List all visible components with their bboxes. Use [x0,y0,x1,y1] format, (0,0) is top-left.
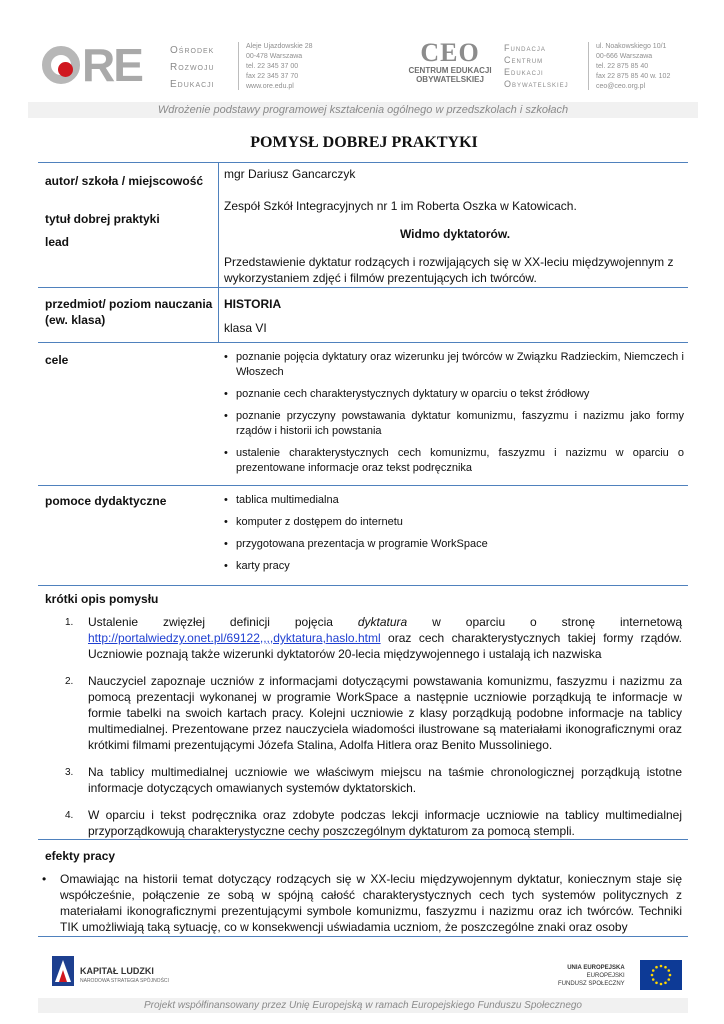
fcn-name-line: Obywatelskiej [504,79,569,89]
ceo-logo-sub: OBYWATELSKIEJ [416,75,484,84]
step-text: W oparciu i tekst podręcznika oraz zdobyte podczas lekcji informacje uczniowie na tablicy multimedialnej przyporządkowują charakterystyczne cechy poszczególnym dyktaturom za pomocą stempli. [88,808,682,838]
table-rule [38,287,688,288]
ore-name-line: Ośrodek [170,45,215,56]
goal-text: poznanie pojęcia dyktatury oraz wizerunku jej twórców w Związku Radzieckim, Niemczech i Włoszech [236,351,684,378]
step-number: 3. [65,767,74,778]
subject-value: HISTORIA [224,297,282,311]
ore-name-line: Rozwoju [170,62,215,73]
ore-logo-text: RE [82,39,142,91]
ore-name-line: Edukacji [170,79,215,90]
step-text: oraz cech charakterystycznych takiej formy rządów. Uczniowie poznają także wizerunki dyktatorów 20-lecia międzywojennego i ustalają ich nazwiska [88,631,682,661]
aid-text: komputer z dostępem do internetu [236,516,403,528]
goals-list [224,350,684,483]
eu-star-icon [664,966,667,969]
table-rule [38,342,688,343]
step-number: 4. [65,810,74,821]
aid-text: tablica multimedialna [236,494,339,506]
fcn-name [504,42,569,90]
eu-star-icon [655,966,658,969]
address-line: fax 22 875 85 40 w. 102 [596,73,671,80]
step-term: dyktatura [357,615,408,629]
aid-text: przygotowana prezentacja w programie WorkSpace [236,538,488,550]
goal-text: poznanie przyczyny powstawania dyktatur komunizmu, faszyzmu i nazizmu jako formy rządów i historii ich powstania [236,410,684,437]
aids-list [224,493,684,581]
class-value: klasa VI [224,321,267,335]
page-header [28,36,698,116]
ceo-logo [400,40,500,84]
list-item [60,764,682,796]
address-line: 00-478 Warszawa [246,53,303,60]
table-rule [38,585,688,586]
subject-label [45,296,212,328]
effects-paragraph [40,871,682,935]
eu-star-icon [652,978,655,981]
eu-text-line: FUNDUSZ SPOŁECZNY [558,981,625,987]
header-tagline: Wdrożenie podstawy programowej kształcenia ogólnego w przedszkolach i szkołach [28,102,698,118]
ore-name [170,42,215,93]
bullet-icon: • [224,388,228,400]
bullet-icon: • [224,447,228,459]
onet-link[interactable]: http://portalwiedzy.onet.pl/69122,,,,dyktatura,haslo.html [88,631,381,645]
address-line: 00-666 Warszawa [596,53,653,60]
eu-star-icon [669,974,672,977]
page-footer [38,952,688,1012]
list-item [224,387,684,402]
aid-text: karty pracy [236,560,290,572]
address-line: fax 22 345 37 70 [246,73,299,80]
lead-value: Przedstawienie dyktatur rodzących i rozwijających się w XX-leciu międzywojennym z wykorzystaniem zdjęć i filmów prezentujących ich twórców. [224,255,674,285]
eu-star-icon [660,983,663,986]
description-label: krótki opis pomysłu [45,592,159,606]
list-item [60,673,682,753]
fcn-name-line: Edukacji [504,67,544,77]
kapital-ludzki-title: KAPITAŁ LUDZKI [80,966,154,976]
column-divider [218,287,219,342]
practice-title-value: Widmo dyktatorów. [399,227,511,241]
author-value: mgr Dariusz Gancarczyk [224,167,356,181]
bullet-icon: • [224,538,228,550]
list-item [224,537,684,552]
goal-text: poznanie cech charakterystycznych dyktatury w oparciu o tekst źródłowy [236,388,590,400]
school-value: Zespół Szkół Integracyjnych nr 1 im Roberta Oszka w Katowicach. [224,199,577,213]
step-text: Nauczyciel zapoznaje uczniów z informacjami dotyczącymi powstawania komunizmu, faszyzmu i nazizmu za pomocą prezentacji wykonanej w programie WorkSpace a następnie uczniowie porządkują te informacje w formie tabelki na swoich kartach pracy. Kolejni uczniowie z klasy porządkują podobne informacje na tablicy multimedialnej. Prezentowane przez nauczyciela wiadomości ilustrowane są materiałami ikonograficznymi oraz krótkimi filmami prezentującymi Józefa Stalina, Adolfa Hitlera oraz Benito Mussoliniego. [88,674,682,752]
author-label: autor/ szkoła / miejscowość [45,174,204,188]
header-divider [588,42,589,90]
list-item [224,493,684,508]
step-text: Ustalenie zwięzłej definicji pojęcia [88,615,358,629]
subject-label-line: przedmiot/ poziom nauczania [45,297,213,311]
goal-text: ustalenie charakterystycznych cech komunizmu, faszyzmu i nazizmu w oparciu o prezentowane informacje oraz tekst podręcznika [236,447,684,474]
address-line: ul. Noakowskiego 10/1 [596,43,667,50]
address-line: tel. 22 875 85 40 [596,63,649,70]
effects-label: efekty pracy [45,849,116,863]
eu-flag-icon [640,960,682,990]
eu-text-line: EUROPEJSKI [586,973,625,979]
address-line: www.ore.edu.pl [246,83,294,90]
eu-star-icon [667,969,670,972]
subject-label-line: (ew. klasa) [45,313,106,327]
list-item [224,350,684,380]
page-title: POMYSŁ DOBREJ PRAKTYKI [250,134,478,151]
ore-address [246,42,313,92]
ore-logo [42,38,142,92]
bullet-icon: • [224,494,228,506]
list-item [224,409,684,439]
bullet-icon: • [224,410,228,422]
goals-label: cele [45,353,69,367]
eu-star-icon [667,978,670,981]
eu-text [558,964,625,988]
table-rule [38,485,688,486]
step-text: w oparciu o stronę internetową [407,615,683,629]
eu-star-icon [655,981,658,984]
column-divider [218,162,219,287]
list-item [224,446,684,476]
eu-star-icon [651,974,654,977]
table-rule [38,162,688,163]
list-item [224,559,684,574]
address-line: Aleje Ujazdowskie 28 [246,43,313,50]
lead-label: lead [45,235,70,249]
kapital-ludzki-logo-icon [52,956,74,986]
table-rule [38,936,688,937]
bullet-icon: • [224,560,228,572]
header-divider [238,42,239,90]
kapital-ludzki-subtitle: NARODOWA STRATEGIA SPÓJNOŚCI [80,978,169,984]
ore-logo-circle-icon [42,46,80,84]
bullet-icon: • [224,516,228,528]
fcn-name-line: Fundacja [504,43,546,53]
aids-label: pomoce dydaktyczne [45,494,167,508]
ceo-logo-sub: CENTRUM EDUKACJI [408,66,492,75]
eu-star-icon [664,981,667,984]
bullet-icon: • [42,872,47,886]
ceo-logo-text: CEO [420,38,480,67]
address-line: tel. 22 345 37 00 [246,63,299,70]
ceo-address [596,42,670,92]
eu-star-icon [660,965,663,968]
eu-text-line: UNIA EUROPEJSKA [567,965,625,971]
list-item [60,614,682,662]
address-line: ceo@ceo.org.pl [596,83,646,90]
steps-list [60,614,682,850]
practice-title-label: tytuł dobrej praktyki [45,212,160,226]
footer-tagline: Projekt współfinansowany przez Unię Europejską w ramach Europejskiego Funduszu Społecznego [38,998,688,1013]
step-number: 1. [65,617,74,628]
step-number: 2. [65,676,74,687]
fcn-name-line: Centrum [504,55,544,65]
eu-star-icon [652,969,655,972]
bullet-icon: • [224,351,228,363]
effects-text: Omawiając na historii temat dotyczący rodzących się w XX-leciu międzywojennym dyktatur, koniecznym staje się współcześnie, połączenie ze sobą w spójną całość charakterystycznych cech tych systemów politycznych z materiałami ikonograficznymi prezentującymi symbole komunizmu, faszyzmu i nazizmu oraz ich twórców. Techniki TIK umożliwiają taką sytuację, co w konsekwencji uświadamia uczniom, że poszczególne znaki oraz osoby [60,872,682,934]
list-item [224,515,684,530]
list-item [60,807,682,839]
step-text: Na tablicy multimedialnej uczniowie we właściwym miejscu na taśmie chronologicznej porządkują istotne informacje dotyczących omawianych systemów dyktatorskich. [88,765,682,795]
